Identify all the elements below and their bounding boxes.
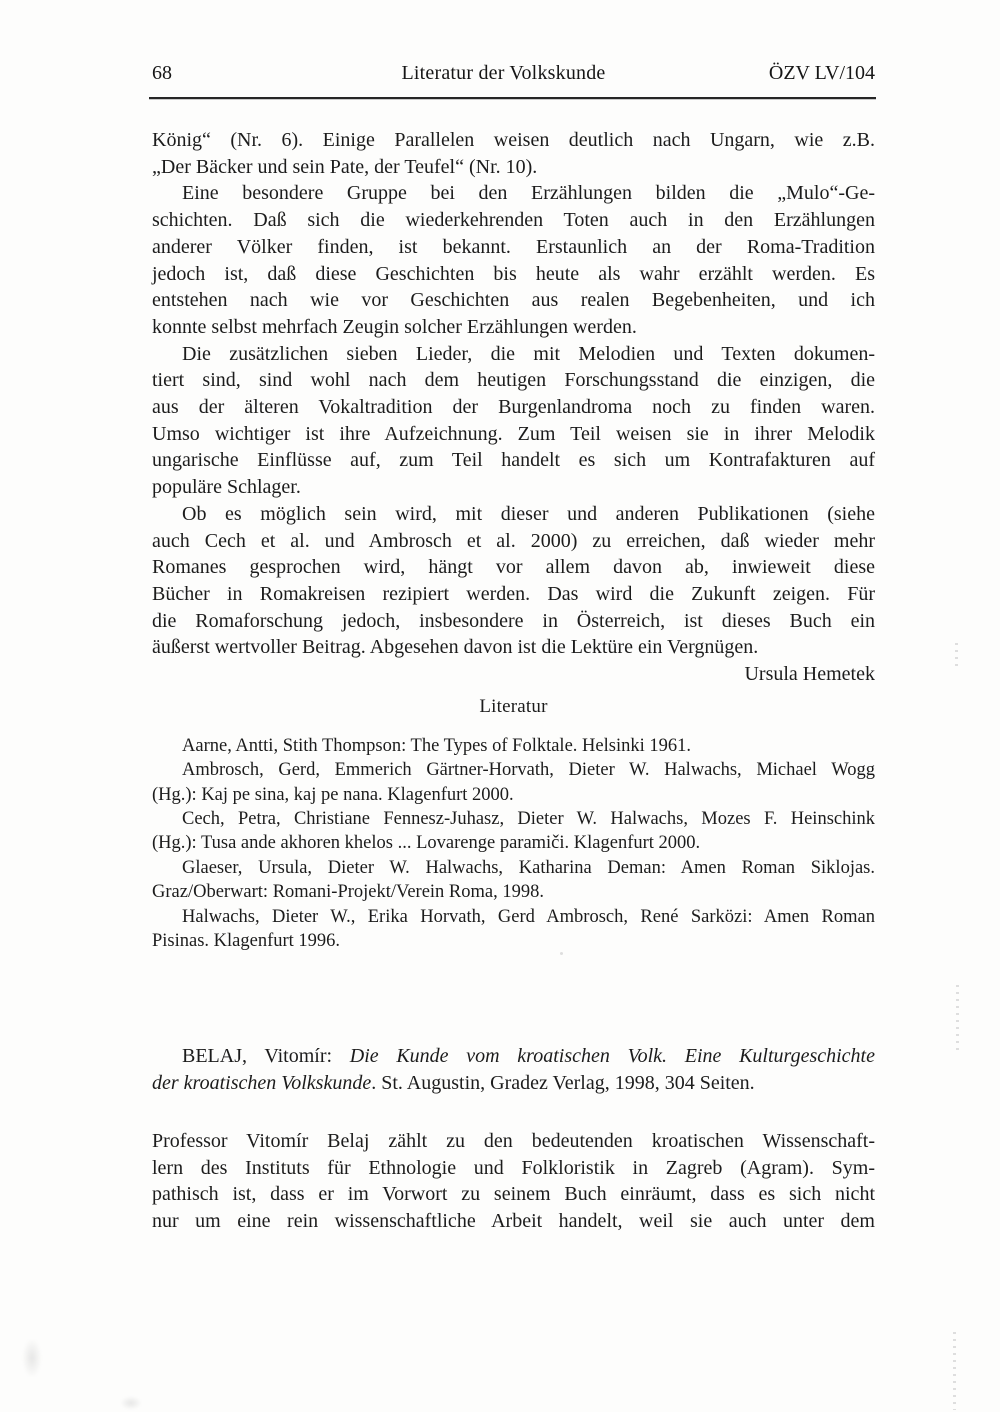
text-line <box>152 1043 875 1070</box>
running-header <box>152 60 875 86</box>
text-line: Romanes gesprochen wird, hängt vor allem davon ab, inwieweit diese <box>152 556 875 579</box>
text-segment: BELAJ, Vitomír: <box>182 1045 350 1068</box>
text-line: Bücher in Romakreisen rezipiert werden. Das wird die Zukunft zeigen. Für <box>152 582 875 605</box>
text-line: (Hg.): Tusa ande akhoren khelos ... Lovarenge paramiči. Klagenfurt 2000. <box>152 833 701 854</box>
text-line: König“ (Nr. 6). Einige Parallelen weisen deutlich nach Ungarn, wie z.B. <box>152 129 875 151</box>
book-citation <box>152 1043 875 1096</box>
text-line: jedoch ist, daß diese Geschichten bis heute als wahr erzählt werden. Es <box>152 262 875 285</box>
text-line: Cech, Petra, Christiane Fennesz-Juhasz, Dieter W. Halwachs, Mozes F. Heinschink <box>182 808 875 829</box>
text-line: ungarische Einflüsse auf, zum Teil handelt es sich um Kontrafakturen auf <box>152 449 875 472</box>
text-line: Eine besondere Gruppe bei den Erzählungen bilden die „Mulo“-Ge- <box>182 182 875 205</box>
text-line: nur um eine rein wissenschaftliche Arbeit handelt, weil sie auch unter dem <box>152 1209 875 1232</box>
text-line: populäre Schlager. <box>152 476 301 499</box>
journal-reference: ÖZV LV/104 <box>768 62 875 84</box>
text-line: Die zusätzlichen sieben Lieder, die mit Melodien und Texten dokumen- <box>182 342 875 365</box>
book-title-italic: der kroatischen Volkskunde <box>152 1072 372 1095</box>
scan-artifact <box>120 1396 142 1410</box>
text-line: lern des Instituts für Ethnologie und Folkloristik in Zagreb (Agram). Sym- <box>152 1156 875 1179</box>
literature-heading: Literatur <box>479 695 548 717</box>
text-line: Ambrosch, Gerd, Emmerich Gärtner-Horvath, Dieter W. Halwachs, Michael Wogg <box>182 760 875 781</box>
page-number: 68 <box>152 62 172 84</box>
book-title-italic: Die Kunde vom kroatischen Volk. Eine Kulturgeschichte <box>349 1045 875 1068</box>
review-body-text <box>152 1128 875 1235</box>
text-line: äußerst wertvoller Beitrag. Abgesehen davon ist die Lektüre ein Vergnügen. <box>152 636 759 659</box>
scan-artifact <box>953 1332 956 1410</box>
text-line: „Der Bäcker und sein Pate, der Teufel“ (Nr. 10). <box>152 155 538 178</box>
text-line <box>152 1070 875 1097</box>
review-body-text <box>152 127 875 661</box>
text-line: auch Cech et al. und Ambrosch et al. 2000) zu erreichen, daß wieder mehr <box>152 529 875 552</box>
bibliography-list <box>152 734 875 954</box>
text-line: pathisch ist, dass er im Vorwort zu seinem Buch einräumt, dass es sich nicht <box>152 1183 875 1206</box>
text-line: Aarne, Antti, Stith Thompson: The Types of Folktale. Helsinki 1961. <box>182 735 691 756</box>
text-line: Ob es möglich sein wird, mit dieser und anderen Publikationen (siehe <box>182 502 875 525</box>
text-column <box>152 127 875 1235</box>
text-line: entstehen nach wie vor Geschichten aus realen Begebenheiten, und ich <box>152 289 875 312</box>
reviewer-signature: Ursula Hemetek <box>744 663 875 686</box>
text-line: (Hg.): Kaj pe sina, kaj pe nana. Klagenfurt 2000. <box>152 784 514 805</box>
text-line: aus der älteren Vokaltradition der Burgenlandroma noch zu finden waren. <box>152 396 875 419</box>
review-belaj <box>152 1043 875 1234</box>
text-line: Umso wichtiger ist ihre Aufzeichnung. Zum Teil weisen sie in ihrer Melodik <box>152 422 875 445</box>
scan-artifact <box>22 1338 42 1378</box>
text-segment: . St. Augustin, Gradez Verlag, 1998, 304 Seiten. <box>371 1072 755 1095</box>
text-line: Halwachs, Dieter W., Erika Horvath, Gerd Ambrosch, René Sarközi: Amen Roman <box>182 906 875 927</box>
review-hemetek <box>152 127 875 953</box>
text-line: anderer Völker finden, ist bekannt. Erstaunlich an der Roma-Tradition <box>152 235 875 258</box>
header-rule <box>149 97 876 99</box>
scan-artifact <box>955 643 958 669</box>
text-line: konnte selbst mehrfach Zeugin solcher Erzählungen werden. <box>152 315 637 338</box>
scan-artifact <box>956 985 959 1051</box>
text-line: die Romaforschung jedoch, insbesondere in Österreich, ist dieses Buch ein <box>152 609 875 632</box>
text-line: tiert sind, sind wohl nach dem heutigen Forschungsstand die einzigen, die <box>152 369 875 392</box>
text-line: schichten. Daß sich die wiederkehrenden Toten auch in den Erzählungen <box>152 209 875 232</box>
text-line: Glaeser, Ursula, Dieter W. Halwachs, Katharina Deman: Amen Roman Siklojas. <box>182 857 875 878</box>
running-title: Literatur der Volkskunde <box>401 62 606 84</box>
text-line: Professor Vitomír Belaj zählt zu den bedeutenden kroatischen Wissenschaft- <box>152 1129 875 1152</box>
text-line: Pisinas. Klagenfurt 1996. <box>152 931 341 952</box>
text-line: Graz/Oberwart: Romani-Projekt/Verein Roma, 1998. <box>152 882 544 903</box>
